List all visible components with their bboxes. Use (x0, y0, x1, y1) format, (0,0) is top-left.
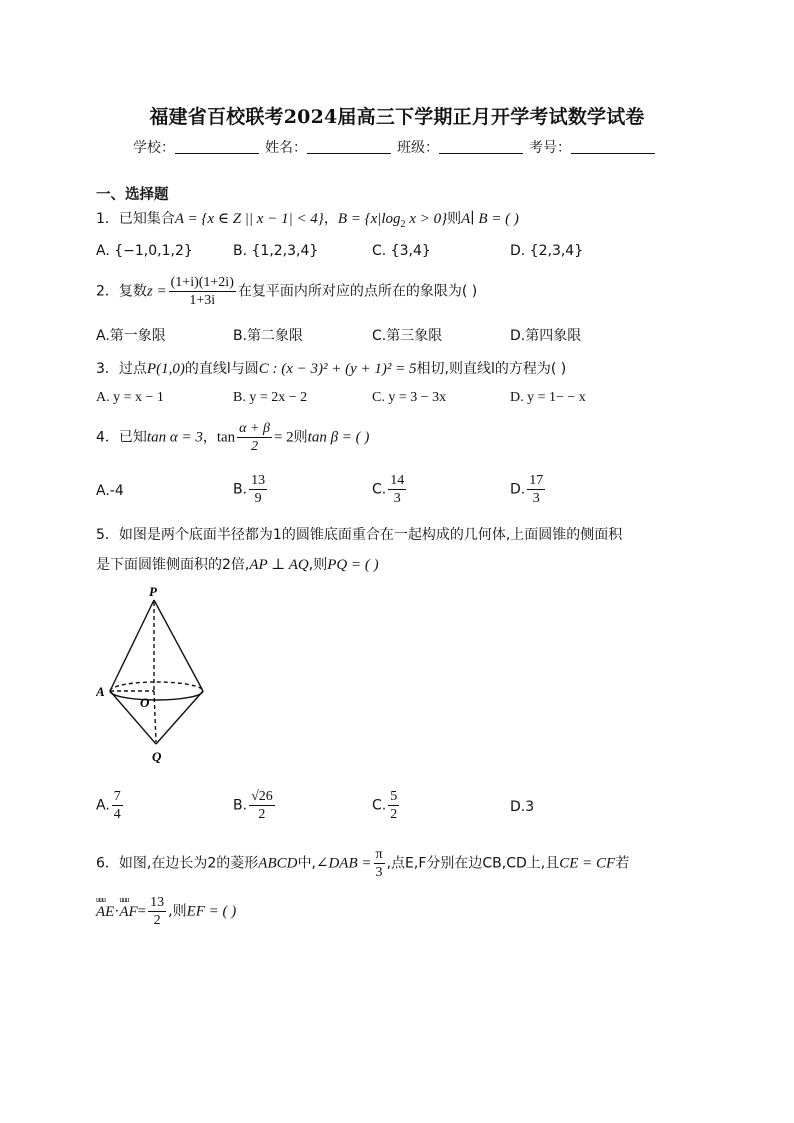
q2-frac-num: (1+i)(1+2i) (170, 275, 234, 290)
class-blank[interactable] (439, 139, 523, 154)
q3-number: 3． (96, 361, 119, 377)
q3-option-d[interactable]: D. y = 1− − x (510, 390, 586, 405)
q6-number: 6． (96, 855, 119, 872)
q5-option-a-num: 7 (113, 789, 121, 804)
q2-text-b: 在复平面内所对应的点所在的象限为( ) (237, 283, 478, 300)
q6-abcd: ABCD (258, 855, 298, 872)
q1-set-b-post: x > 0} (405, 211, 448, 227)
label-q: Q (152, 749, 162, 764)
school-label: 学校： (133, 140, 175, 156)
q2-z: z = (146, 283, 167, 300)
question-6-line1 (96, 846, 629, 881)
q4-text-a: 已知 (118, 429, 147, 446)
q5-option-c-label: C. (372, 797, 387, 814)
class-label: 班级： (397, 140, 439, 156)
q5-option-b-num: √26 (251, 789, 273, 804)
question-5-line1 (96, 524, 622, 544)
q4-option-c-label: C. (372, 481, 387, 498)
q3-point: P(1,0) (146, 361, 185, 377)
q4-sep: ， (202, 429, 217, 446)
q2-fraction (169, 274, 236, 309)
q1-option-a[interactable]: A. {−1,0,1,2} (96, 243, 193, 259)
q2-option-b[interactable]: B.第二象限 (233, 328, 304, 344)
q4-option-c[interactable] (372, 472, 408, 507)
section-heading: 一、选择题 (96, 187, 169, 203)
q4-option-c-frac (388, 472, 406, 507)
q2-number: 2． (96, 283, 119, 300)
number-label: 考号： (529, 140, 571, 156)
q5-option-a-den: 4 (113, 807, 121, 822)
q1-expr: A∣ B = ( ) (461, 211, 519, 227)
q4-frac-den: 2 (251, 439, 259, 454)
q1-set-b-pre: B = {x|log (337, 211, 401, 227)
q5-option-b-frac (249, 788, 275, 823)
q4-option-b-num: 13 (251, 473, 266, 488)
q5-line2-m2: PQ = ( ) (327, 557, 379, 573)
q4-option-b-label: B. (233, 481, 248, 498)
q6-text-e: ,则 (168, 903, 187, 920)
question-6-line2 (96, 894, 236, 929)
q2-frac-den: 1+3i (189, 293, 216, 308)
exam-title: 福建省百校联考2024届高三下学期正月开学考试数学试卷 (149, 106, 645, 128)
q4-tan-b: tan β = ( ) (307, 429, 370, 446)
base-ellipse-front (110, 691, 203, 700)
q2-option-c[interactable]: C.第三象限 (372, 328, 443, 344)
q1-set-b-sub: 2 (400, 218, 406, 230)
axis-oq (154, 691, 156, 742)
q4-text-b: 则 (293, 429, 308, 446)
q6-vector-ae (96, 894, 115, 921)
label-o: O (140, 695, 150, 710)
q5-option-c-den: 2 (390, 807, 398, 822)
q1-text-a: 已知集合 (118, 211, 175, 227)
q4-tan-a: tan α = 3 (146, 429, 203, 446)
q2-text-a: 复数 (118, 283, 147, 300)
q6-frac2-den: 2 (153, 913, 161, 928)
q1-option-c[interactable]: C. {3,4} (372, 243, 431, 259)
q5-option-a[interactable] (96, 788, 125, 823)
q5-line2-m: AP ⊥ AQ (249, 557, 309, 573)
q6-pi-fraction (374, 846, 385, 881)
q4-tan-pre: tan (216, 429, 236, 446)
q4-option-a[interactable]: A.-4 (96, 483, 124, 499)
q3-text-a: 过点 (118, 361, 147, 377)
q5-option-d[interactable]: D.3 (510, 799, 535, 815)
q6-cecf: CE = CF (559, 855, 616, 872)
q4-option-c-num: 14 (390, 473, 405, 488)
q4-frac-num: α + β (239, 421, 270, 436)
q5-line2-b: ,则 (308, 557, 328, 573)
question-2 (96, 274, 477, 309)
q4-option-b-den: 9 (254, 491, 262, 506)
q4-option-d[interactable] (510, 472, 547, 507)
student-info-line (0, 137, 794, 157)
q4-tan-post: = 2 (273, 429, 294, 446)
q1-set-a: A = {x ∈ Z || x − 1| < 4} (174, 211, 324, 227)
question-5-line2 (96, 554, 379, 574)
name-label: 姓名： (265, 140, 307, 156)
q5-option-b[interactable] (233, 788, 277, 823)
q6-text-a: 如图,在边长为2的菱形 (118, 855, 259, 872)
q1-option-b[interactable]: B. {1,2,3,4} (233, 243, 319, 259)
q5-option-a-frac (112, 788, 123, 823)
q1-number: 1． (96, 211, 119, 227)
q6-frac-den: 3 (375, 865, 383, 880)
q4-option-b-frac (249, 472, 267, 507)
question-1 (96, 208, 519, 230)
q5-option-c-num: 5 (390, 789, 398, 804)
q3-option-c[interactable]: C. y = 3 − 3x (372, 390, 447, 405)
q1-sep: ， (323, 211, 338, 227)
q5-line2-a: 是下面圆锥侧面积的2倍, (96, 557, 250, 573)
q6-fraction-13-2 (148, 894, 166, 929)
q5-option-b-label: B. (233, 797, 248, 814)
school-blank[interactable] (175, 139, 259, 154)
q6-angle: ∠DAB = (315, 855, 372, 872)
name-blank[interactable] (307, 139, 391, 154)
q6-text-c: ,点E,F分别在边CB,CD上,且 (386, 855, 560, 872)
q6-vector-af-arrow: uuu (119, 894, 129, 904)
q5-option-c[interactable] (372, 788, 401, 823)
q5-option-b-den: 2 (258, 807, 266, 822)
label-a: A (96, 684, 105, 699)
q4-fraction (237, 420, 272, 455)
q6-vector-ae-arrow: uuu (96, 894, 105, 904)
cone-edge-pa (110, 600, 154, 691)
cone-edge-pb (154, 600, 203, 691)
q4-option-d-den: 3 (532, 491, 540, 506)
q1-text-b: 则 (447, 211, 462, 227)
q4-number: 4． (96, 429, 119, 446)
question-3 (96, 358, 566, 378)
q4-option-d-frac (527, 472, 545, 507)
q3-circle: C : (x − 3)² + (y + 1)² = 5 (258, 361, 417, 377)
question-4 (96, 420, 369, 455)
q5-option-a-label: A. (96, 797, 110, 814)
q4-option-c-den: 3 (393, 491, 401, 506)
q4-option-b[interactable] (233, 472, 269, 507)
q5-line1: 如图是两个底面半径都为1的圆锥底面重合在一起构成的几何体,上面圆锥的侧面积 (118, 527, 623, 543)
q3-text-b: 的直线l与圆 (184, 361, 259, 377)
double-cone-figure (96, 580, 212, 766)
q1-option-d[interactable]: D. {2,3,4} (510, 243, 584, 259)
q6-dot: · (114, 903, 120, 920)
q6-ef: EF = ( ) (186, 903, 237, 920)
q2-option-d[interactable]: D.第四象限 (510, 328, 582, 344)
number-blank[interactable] (571, 139, 655, 154)
q3-text-c: 相切,则直线l的方程为( ) (416, 361, 567, 377)
q4-option-d-num: 17 (529, 473, 544, 488)
q6-frac-num: π (375, 847, 383, 862)
q6-vector-af (119, 894, 138, 921)
label-p: P (149, 584, 157, 599)
q2-option-a[interactable]: A.第一象限 (96, 328, 166, 344)
q6-text-b: 中, (297, 855, 316, 872)
q6-vector-af-label: AF (119, 903, 138, 920)
q6-frac2-num: 13 (150, 895, 165, 910)
q5-option-c-frac (388, 788, 399, 823)
q6-vector-ae-label: AE (96, 903, 115, 920)
base-ellipse-back (110, 682, 203, 691)
q5-number: 5． (96, 527, 119, 543)
q6-eq: = (137, 903, 147, 920)
q3-option-b[interactable]: B. y = 2x − 2 (233, 390, 308, 405)
q3-option-a[interactable]: A. y = x − 1 (96, 390, 164, 405)
q6-text-d: 若 (615, 855, 630, 872)
q4-option-d-label: D. (510, 481, 526, 498)
